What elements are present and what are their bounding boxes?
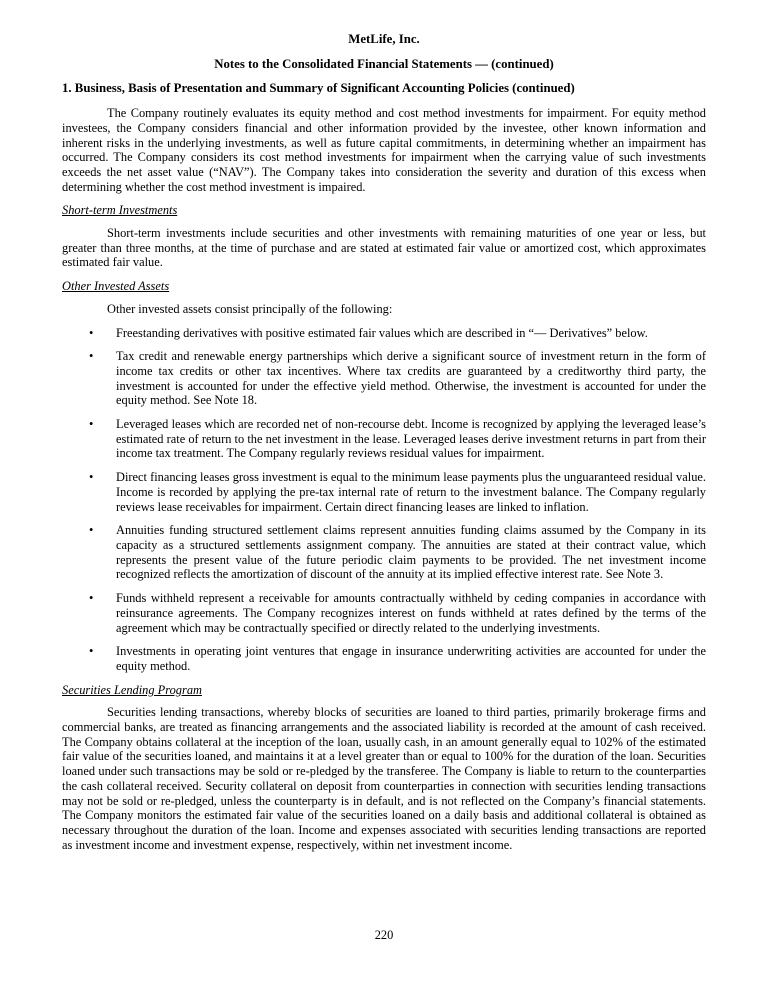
list-item-text: Funds withheld represent a receivable for amounts contractually withheld by ceding companies in accordance with reinsurance agreements. The Company recognizes interest on funds withheld at rates defined by the terms of the agreement which may be contractually specified or directly related to the underlying investments.: [116, 591, 706, 635]
list-item: [62, 523, 706, 582]
paragraph-short-term-investments: Short-term investments include securities and other investments with remaining maturities of one year or less, but greater than three months, at the time of purchase and are stated at estimated fair value or amortized cost, which approximates estimated fair value.: [62, 226, 706, 270]
subheading-securities-lending-program: Securities Lending Program: [62, 682, 202, 697]
paragraph-impairment: The Company routinely evaluates its equity method and cost method investments for impairment. For equity method investees, the Company considers financial and other information provided by the investee, other known information and inherent risks in the underlying investments, as well as future capital commitments, in determining whether an impairment has occurred. The Company considers its cost method investments for impairment when the carrying value of such investments exceeds the net asset value (“NAV”). The Company takes into consideration the severity and duration of this excess when determining whether the cost method investment is impaired.: [62, 106, 706, 194]
list-item-text: Annuities funding structured settlement claims represent annuities funding claims assumed by the Company in its capacity as a structured settlements assignment company. The annuities are stated at their contract value, which represents the present value of the future periodic claim payments to be provided. The net investment income recognized reflects the amortization of discount of the annuity at its implied effective interest rate. See Note 3.: [116, 523, 706, 582]
bullet-icon: •: [89, 349, 94, 364]
company-title: MetLife, Inc.: [348, 32, 420, 46]
bullet-icon: •: [89, 591, 94, 606]
list-item-text: Leveraged leases which are recorded net of non-recourse debt. Income is recognized by applying the leveraged lease’s estimated rate of return to the net investment in the lease. Leveraged leases derive investment returns in part from their income tax treatment. The Company regularly reviews residual values for impairment.: [116, 417, 706, 461]
page-number: 220: [374, 928, 394, 942]
bullet-icon: •: [89, 644, 94, 659]
list-item: [62, 591, 706, 635]
bullet-icon: •: [89, 325, 94, 340]
section-heading: 1. Business, Basis of Presentation and Summary of Significant Accounting Policies (continued): [62, 81, 575, 96]
subheading-short-term-investments: Short-term Investments: [62, 203, 178, 218]
list-item: [62, 417, 706, 461]
bullet-icon: •: [89, 523, 94, 538]
subheading-other-invested-assets: Other Invested Assets: [62, 279, 170, 294]
document-title: Notes to the Consolidated Financial Statements — (continued): [214, 56, 554, 71]
list-item: [62, 349, 706, 408]
list-item-text: Freestanding derivatives with positive estimated fair values which are described in “— Derivatives” below.: [116, 325, 648, 340]
list-item-text: Tax credit and renewable energy partnerships which derive a significant source of investment return in the form of income tax credits or other tax incentives. Where tax credits are guaranteed by a creditworthy third party, the investment is accounted for under the effective yield method. Otherwise, the investment is accounted for under the equity method. See Note 18.: [116, 349, 706, 408]
paragraph-other-invested-intro: Other invested assets consist principally of the following:: [107, 301, 393, 316]
bullet-icon: •: [89, 470, 94, 485]
bullet-list: [62, 326, 706, 674]
bullet-icon: •: [89, 417, 94, 432]
paragraph-securities-lending: Securities lending transactions, whereby blocks of securities are loaned to third parties, primarily brokerage firms and commercial banks, are treated as financing arrangements and the associated liability is recorded at the amount of cash received. The Company obtains collateral at the inception of the loan, usually cash, in an amount generally equal to 102% of the estimated fair value of the securities loaned, and maintains it at a level greater than or equal to 100% for the duration of the loan. Securities loaned under such transactions may be sold or re-pledged by the transferee. The Company is liable to return to the counterparties the cash collateral received. Security collateral on deposit from counterparties in connection with securities lending transactions may not be sold or re-pledged, unless the counterparty is in default, and is not reflected on the Company’s financial statements. The Company monitors the estimated fair value of the securities loaned on a daily basis and additional collateral is obtained as necessary throughout the duration of the loan. Income and expenses associated with securities lending transactions are reported as investment income and investment expense, respectively, within net investment income.: [62, 705, 706, 852]
list-item: [62, 470, 706, 514]
list-item-text: Investments in operating joint ventures that engage in insurance underwriting activities are accounted for under the equity method.: [116, 644, 706, 673]
list-item: [62, 326, 706, 341]
list-item-text: Direct financing leases gross investment is equal to the minimum lease payments plus the unguaranteed residual value. Income is recorded by applying the pre-tax internal rate of return to the investment balance. The Company regularly reviews lease receivables for impairment. Certain direct financing leases are linked to inflation.: [116, 470, 706, 514]
list-item: [62, 644, 706, 673]
